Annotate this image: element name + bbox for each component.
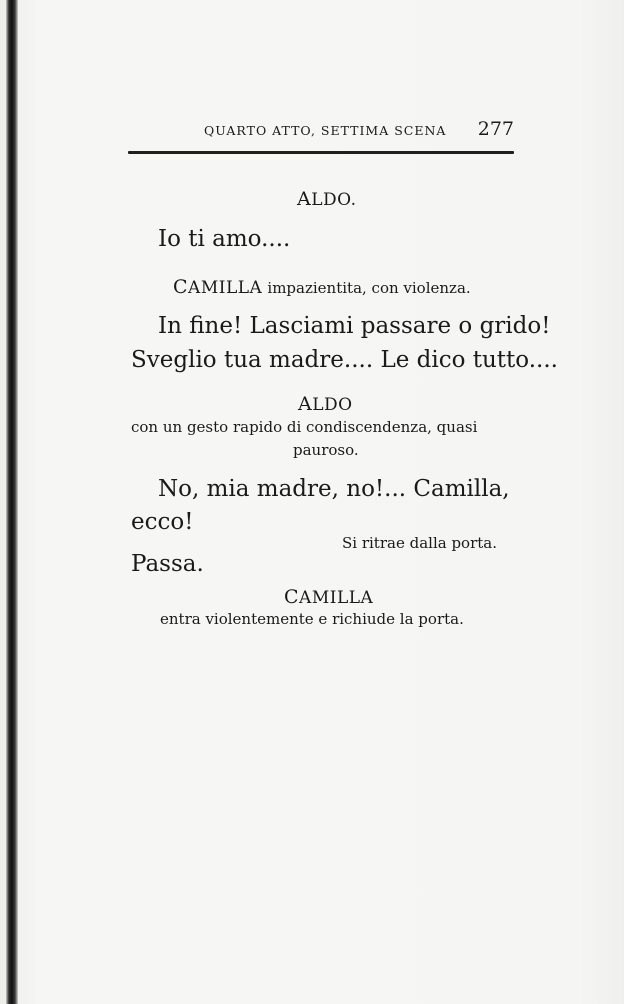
speaker-name: ALDO <box>298 393 353 415</box>
stage-direction: CAMILLA impazientita, con violenza. <box>173 276 471 298</box>
speaker-name: ALDO. <box>297 188 357 210</box>
speech-line: ecco! <box>131 509 194 535</box>
stage-direction: con un gesto rapido di condiscendenza, quasi <box>131 418 478 436</box>
page-number: 277 <box>477 118 514 140</box>
speaker-name: CAMILLA <box>284 586 374 608</box>
speech-line: In fine! Lasciami passare o grido! <box>158 313 551 339</box>
speech-line: No, mia madre, no!... Camilla, <box>158 476 510 502</box>
stage-direction: entra violentemente e richiude la porta. <box>160 610 464 628</box>
stage-direction: pauroso. <box>293 441 359 459</box>
speech-line: Io ti amo.... <box>158 226 291 252</box>
speech-line: Passa. <box>131 551 204 577</box>
running-head <box>128 118 514 142</box>
stage-direction-aside: Si ritrae dalla porta. <box>342 534 497 552</box>
header-rule <box>128 151 514 154</box>
speech-line: Sveglio tua madre.... Le dico tutto.... <box>131 347 558 373</box>
running-title: QUARTO ATTO, SETTIMA SCENA <box>204 123 447 138</box>
book-spine-shadow <box>6 0 18 1004</box>
